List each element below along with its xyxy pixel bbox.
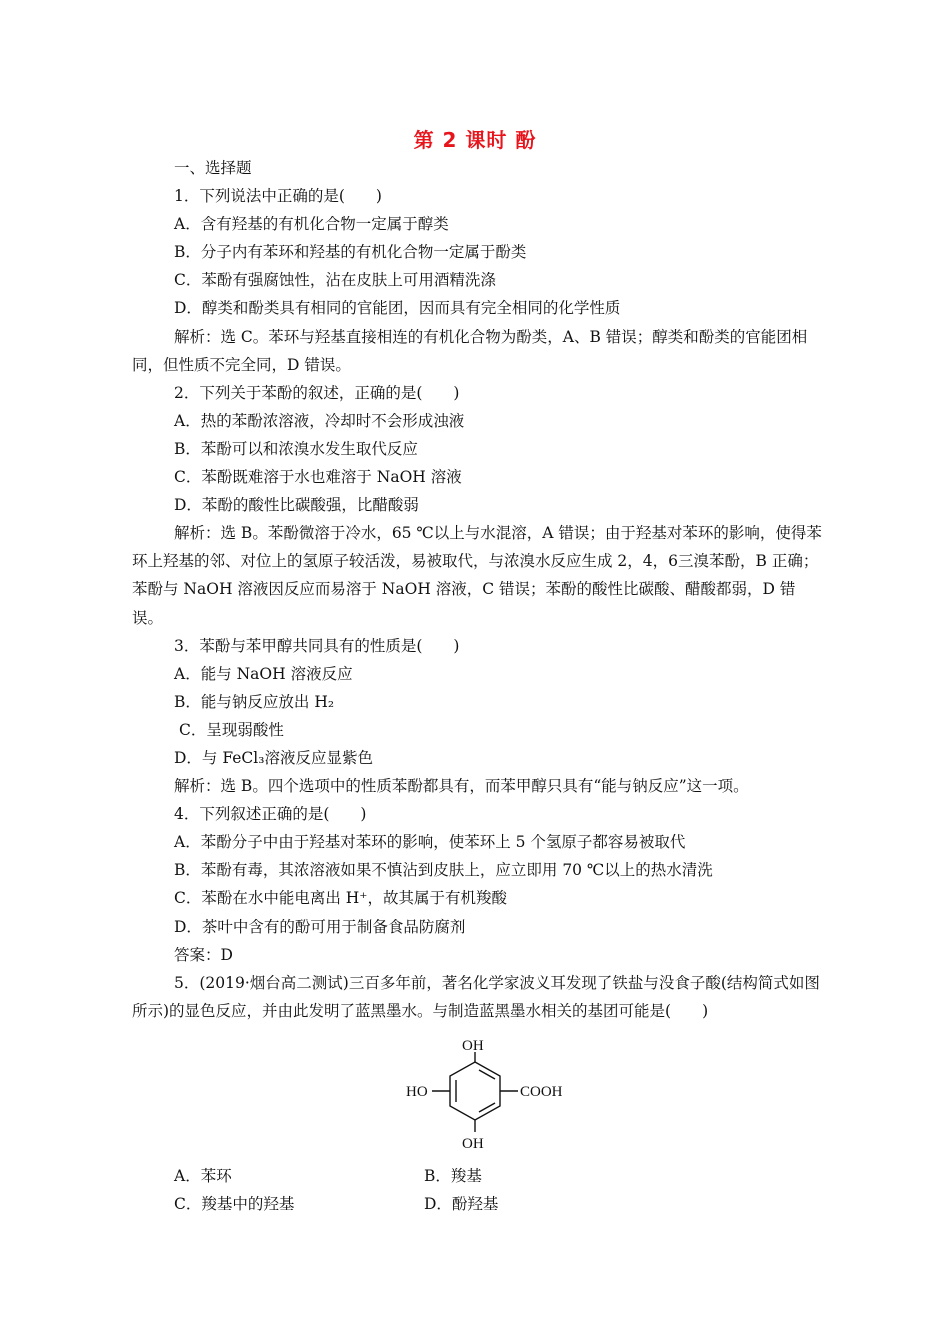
text-line: C．苯酚既难溶于水也难溶于 NaOH 溶液	[174, 468, 462, 487]
text-line: B．能与钠反应放出 H₂	[174, 692, 335, 711]
text-line: 解析：选 B。四个选项中的性质苯酚都具有，而苯甲醇只具有“能与钠反应”这一项。	[174, 777, 749, 796]
text-line: 答案：D	[174, 945, 233, 964]
oh-top-label: OH	[462, 1040, 484, 1054]
text-line: 3．苯酚与苯甲醇共同具有的性质是( )	[174, 636, 460, 655]
text-line: A．含有羟基的有机化合物一定属于醇类	[174, 215, 449, 234]
text-line: 1．下列说法中正确的是( )	[174, 187, 382, 206]
option-d: D．酚羟基	[424, 1195, 499, 1213]
text-line: B．苯酚可以和浓溴水发生取代反应	[174, 439, 418, 458]
option-b: B．羧基	[424, 1167, 482, 1185]
text-line: 4．下列叙述正确的是( )	[174, 805, 367, 824]
oh-bottom-label: OH	[462, 1136, 484, 1152]
option-c: C．羧基中的羟基	[174, 1195, 295, 1213]
text-line: 解析：选 B。苯酚微溶于冷水，65 ℃以上与水混溶，A 错误；由于羟基对苯环的影响，使得苯环上羟基的邻、对位上的氢原子较活泼，易被取代，与浓溴水反应生成 2，4，6三溴苯酚，B 正确；苯酚与 NaOH 溶液因反应而易溶于 NaOH 溶液，C 错误；苯酚的酸性比碳酸、醋酸都弱，D 错误。	[132, 524, 822, 627]
text-line: B．苯酚有毒，其浓溶液如果不慎沾到皮肤上，应立即用 70 ℃以上的热水清洗	[174, 861, 713, 880]
text-line: D．醇类和酚类具有相同的官能团，因而具有完全相同的化学性质	[174, 299, 621, 318]
text-line: 2．下列关于苯酚的叙述，正确的是( )	[174, 383, 460, 402]
text-line: A．苯酚分子中由于羟基对苯环的影响，使苯环上 5 个氢原子都容易被取代	[174, 833, 686, 852]
text-line: D．苯酚的酸性比碳酸强，比醋酸弱	[174, 496, 419, 515]
cooh-label: COOH	[520, 1084, 563, 1100]
text-line: C．呈现弱酸性	[179, 720, 284, 739]
ho-left-label: HO	[406, 1084, 428, 1100]
text-line: C．苯酚在水中能电离出 H⁺，故其属于有机羧酸	[174, 889, 507, 908]
option-a: A．苯环	[174, 1167, 232, 1185]
text-line: D．与 FeCl₃溶液反应显紫色	[174, 748, 373, 767]
gallic-acid-structure	[400, 1040, 590, 1160]
text-line: C．苯酚有强腐蚀性，沾在皮肤上可用酒精洗涤	[174, 271, 496, 290]
text-line: 5．(2019·烟台高二测试)三百多年前，著名化学家波义耳发现了铁盐与没食子酸(结构简式如图所示)的显色反应，并由此发明了蓝黑墨水。与制造蓝黑墨水相关的基团可能是( )	[132, 973, 820, 1020]
text-line: A．热的苯酚浓溶液，冷却时不会形成浊液	[174, 411, 465, 430]
text-line: 解析：选 C。苯环与羟基直接相连的有机化合物为酚类，A、B 错误；醇类和酚类的官能团相同，但性质不完全同，D 错误。	[132, 327, 808, 374]
text-line: D．茶叶中含有的酚可用于制备食品防腐剂	[174, 917, 466, 936]
page-title: 第 2 课时 酚	[413, 128, 537, 152]
text-line: B．分子内有苯环和羟基的有机化合物一定属于酚类	[174, 243, 527, 262]
text-line: 一、选择题	[174, 159, 252, 177]
text-line: A．能与 NaOH 溶液反应	[174, 664, 353, 683]
question-body	[132, 154, 822, 1025]
